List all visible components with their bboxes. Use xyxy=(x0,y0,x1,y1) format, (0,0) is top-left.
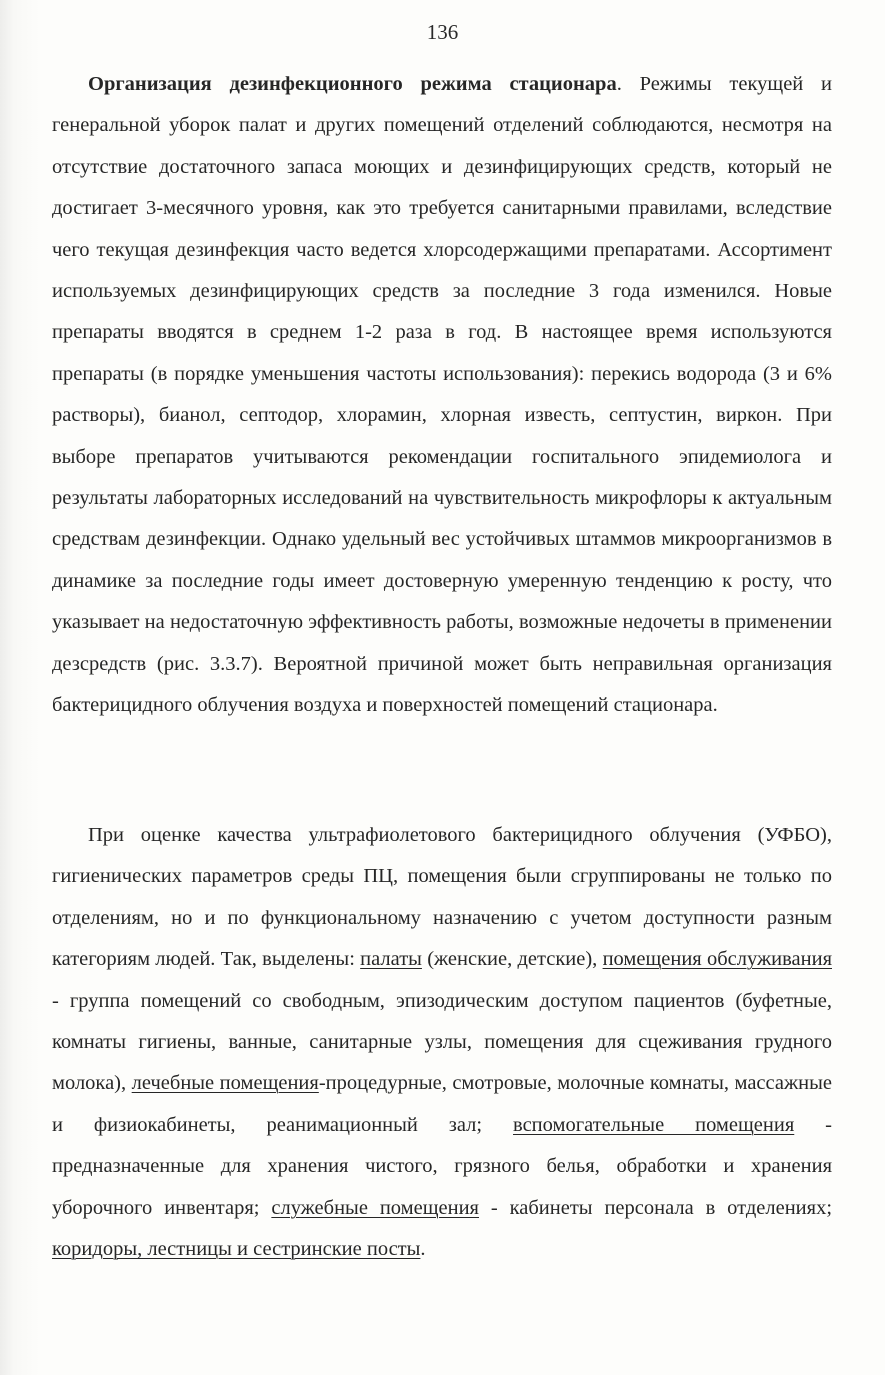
page-number: 136 xyxy=(426,20,459,44)
paragraph-body: Режимы текущей и генеральной уборок палат и других помещений отделений соблюдаются, несмотря на отсутствие достаточного запаса моющих и дезинфицирующих средств, который не достигает 3-месячного уровня, как это требуется санитарными правилами, вследствие чего текущая дезинфекция часто ведется хлорсодержащими препаратами. Ассортимент используемых дезинфицирующих средств за последние 3 года изменился. Новые препараты вводятся в среднем 1-2 раза в год. В настоящее время используются препараты (в порядке уменьшения частоты использования): перекись водорода (3 и 6% растворы), бианол, септодор, хлорамин, хлорная известь, септустин, виркон. При выборе препаратов учитываются рекомендации госпитального эпидемиолога и результаты лабораторных исследований на чувствительность микрофлоры к актуальным средствам дезинфекции. Однако удельный вес устойчивых штаммов микроорганизмов в динамике за последние годы имеет достоверную умеренную тенденцию к росту, что указывает на недостаточную эффективность работы, возможные недочеты в применении дезсредств (рис. 3.3.7). Вероятной причиной может быть неправильная организация бактерицидного облучения воздуха и поверхностей помещений стационара. xyxy=(52,73,832,717)
term-staff-rooms: служебные помещения xyxy=(271,1196,479,1219)
text-service-rooms: - группа помещений со свободным, эпизодическим доступом пациентов (буфетные, комнаты гигиены, ванные, санитарные узлы, помещения для сцеживания грудного молока), xyxy=(52,989,832,1095)
text-wards: (женские, детские), xyxy=(421,948,603,971)
paragraph-heading: Организация дезинфекционного режима стационара xyxy=(88,73,617,95)
text-staff-rooms: - кабинеты персонала в отделениях; xyxy=(479,1196,833,1219)
text-treatment-rooms: -процедурные, смотровые, молочные комнаты, массажные и физиокабинеты, реанимационный зал; xyxy=(52,1072,832,1136)
term-treatment-rooms: лечебные помещения xyxy=(131,1072,319,1095)
text-auxiliary-rooms: - предназначенные для хранения чистого, грязного белья, обработки и хранения уборочного инвентаря; xyxy=(52,1113,833,1219)
paragraph-disinfection-regime xyxy=(52,64,832,727)
paragraph-intro: При оценке качества ультрафиолетового бактерицидного облучения (УФБО), гигиенических параметров среды ПЦ, помещения были сгруппированы не только по отделениям, но и по функциональному назначению с учетом доступности разным категориям людей. Так, выделены: xyxy=(52,824,832,971)
term-service-rooms: помещения обслуживания xyxy=(602,948,832,971)
heading-period: . xyxy=(616,73,622,95)
text-final-period: . xyxy=(420,1238,426,1261)
term-auxiliary-rooms: вспомогательные помещения xyxy=(513,1113,795,1136)
term-corridors: коридоры, лестницы и сестринские посты xyxy=(52,1238,421,1261)
term-wards: палаты xyxy=(360,948,422,971)
paragraph-uv-irradiation xyxy=(52,815,832,1270)
